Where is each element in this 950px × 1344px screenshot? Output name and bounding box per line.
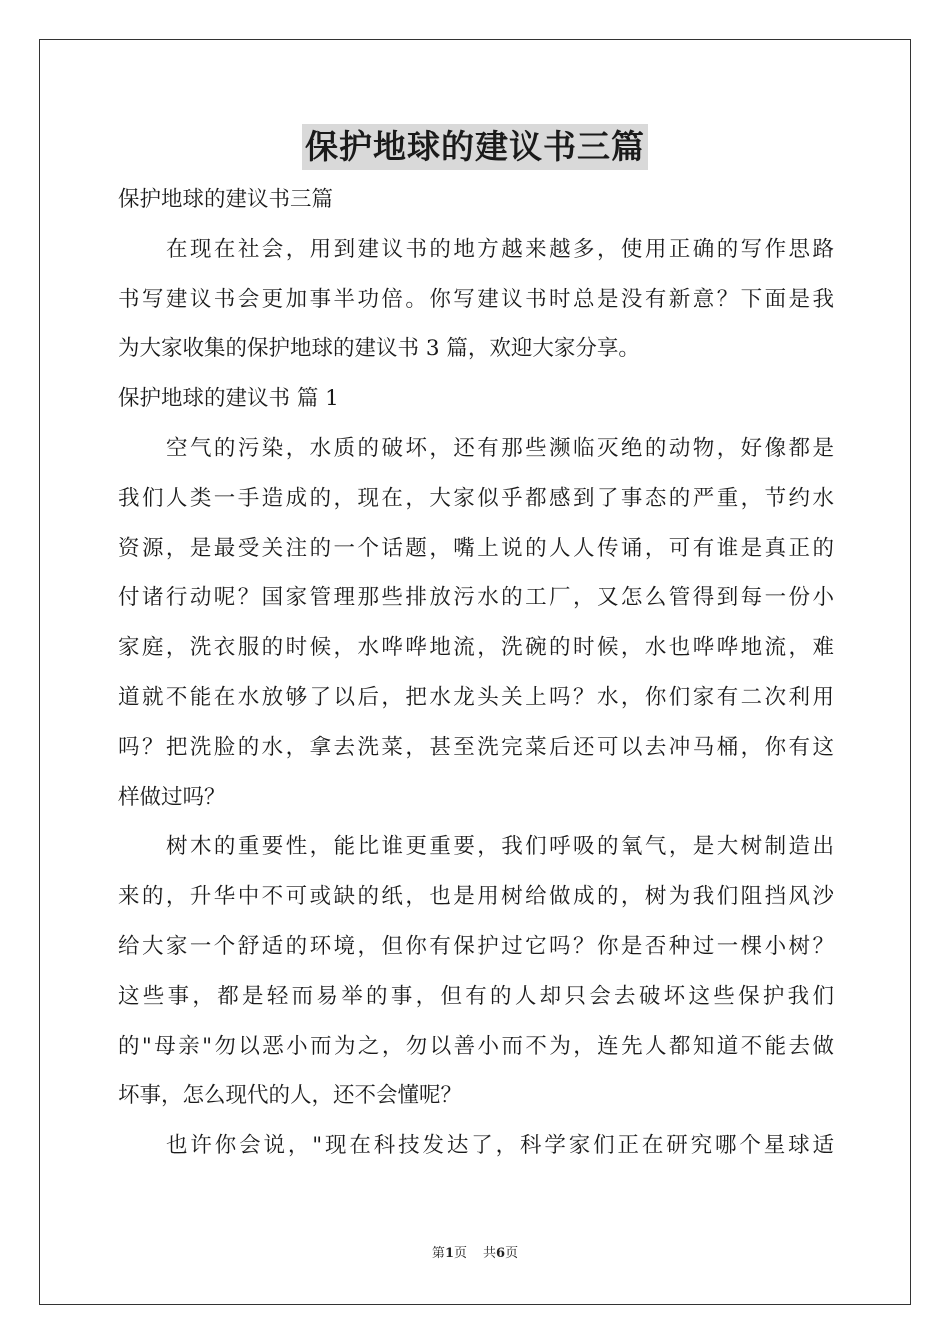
text-line: 为大家收集的保护地球的建议书 3 篇，欢迎大家分享。 [118, 336, 640, 362]
document-title: 保护地球的建议书三篇 [302, 124, 648, 170]
text-line: 来的，升华中不可或缺的纸，也是用树给做成的，树为我们阻挡风沙 [118, 884, 834, 910]
text-line: 付诸行动呢？国家管理那些排放污水的工厂，又怎么管得到每一份小 [118, 585, 834, 611]
footer-page-prefix: 第 [431, 1246, 445, 1261]
footer-page-current: 1 [444, 1246, 454, 1261]
text-line: 吗？把洗脸的水，拿去洗菜，甚至洗完菜后还可以去冲马桶，你有这 [118, 734, 834, 760]
text-line: 给大家一个舒适的环境，但你有保护过它吗？你是否种过一棵小树？ [118, 933, 834, 959]
text-line: 道就不能在水放够了以后，把水龙头关上吗？水，你们家有二次利用 [118, 684, 834, 710]
text-line: 坏事，怎么现代的人，还不会懂呢？ [118, 1083, 463, 1109]
text-line: 这些事，都是轻而易举的事，但有的人却只会去破坏这些保护我们 [118, 983, 834, 1009]
footer-total-suffix: 页 [505, 1246, 519, 1261]
text-line: 保护地球的建议书 篇 1 [118, 386, 339, 412]
text-line: 也许你会说，"现在科技发达了，科学家们正在研究哪个星球适 [166, 1133, 834, 1159]
text-line: 保护地球的建议书三篇 [118, 187, 334, 212]
text-line: 我们人类一手造成的，现在，大家似乎都感到了事态的严重，节约水 [118, 485, 834, 511]
text-line: 家庭，洗衣服的时候，水哗哗地流，洗碗的时候，水也哗哗地流，难 [118, 635, 834, 661]
title-wrap [0, 124, 950, 170]
footer-total-prefix: 共 [483, 1246, 497, 1261]
text-line: 书写建议书会更加事半功倍。你写建议书时总是没有新意？下面是我 [118, 286, 834, 312]
text-line: 空气的污染，水质的破坏，还有那些濒临灭绝的动物，好像都是 [166, 435, 834, 461]
page-footer [0, 1245, 950, 1263]
footer-page-total: 6 [496, 1246, 506, 1261]
text-line: 树木的重要性，能比谁更重要，我们呼吸的氧气，是大树制造出 [166, 834, 834, 860]
footer-page-mid: 页 [453, 1246, 467, 1261]
document-body [118, 180, 834, 1176]
text-line: 资源，是最受关注的一个话题，嘴上说的人人传诵，可有谁是真正的 [118, 535, 834, 561]
text-line: 的"母亲"勿以恶小而为之，勿以善小而不为，连先人都知道不能去做 [118, 1033, 834, 1059]
text-line: 在现在社会，用到建议书的地方越来越多，使用正确的写作思路 [166, 236, 834, 262]
text-line: 样做过吗？ [118, 784, 226, 810]
